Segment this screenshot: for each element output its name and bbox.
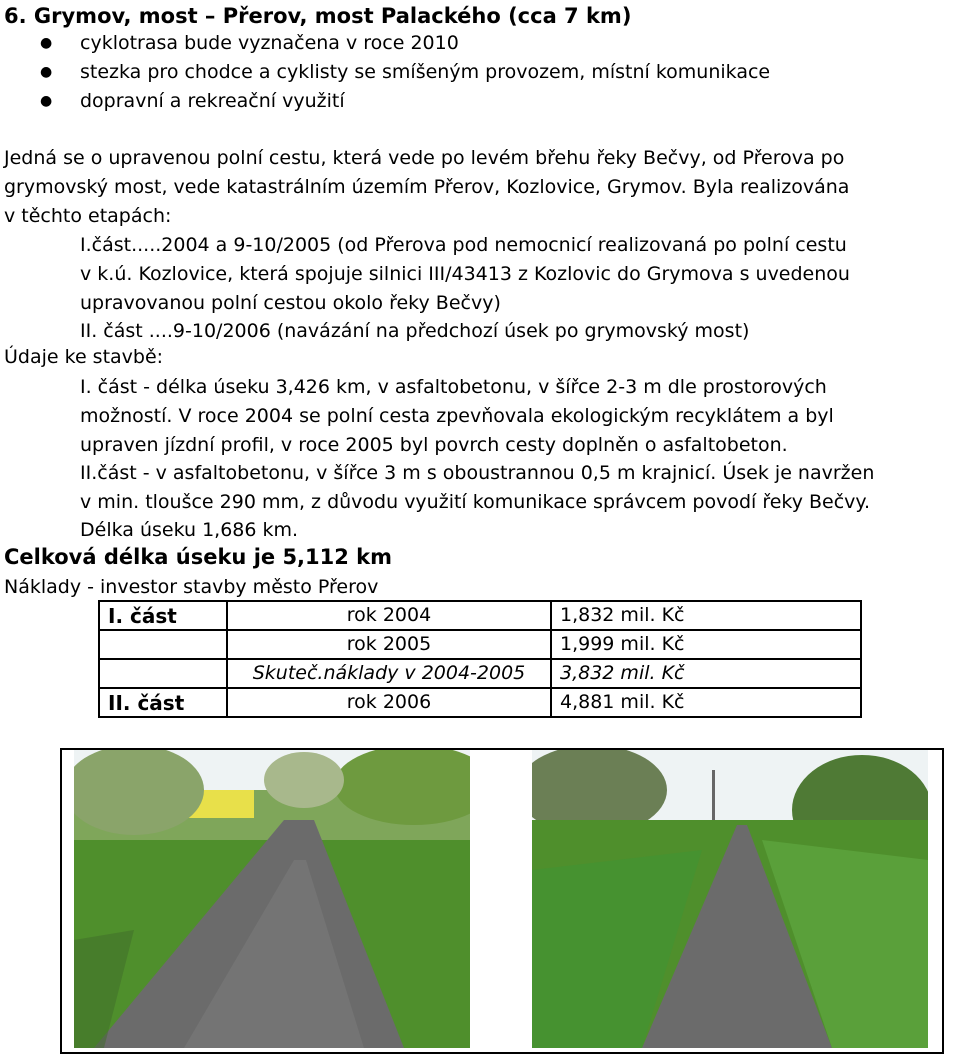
table-row	[99, 688, 861, 717]
intro-line: v těchto etapách:	[4, 205, 172, 227]
photo-frame	[60, 748, 944, 1054]
intro-line: Jedná se o upravenou polní cestu, která vede po levém břehu řeky Bečvy, od Přerova po	[4, 147, 845, 169]
table-cell-period: rok 2005	[227, 630, 551, 659]
path-photo-right	[532, 750, 928, 1048]
bullet-dot: ●	[40, 35, 53, 51]
table-cell-amount: 3,832 mil. Kč	[551, 659, 861, 688]
costs-intro: Náklady - investor stavby město Přerov	[4, 576, 379, 598]
table-cell-amount: 4,881 mil. Kč	[551, 688, 861, 717]
path-photo-left	[74, 750, 470, 1048]
table-cell-part	[99, 659, 227, 688]
table-cell-part: I. část	[99, 601, 227, 630]
bullet-item: cyklotrasa bude vyznačena v roce 2010	[80, 32, 459, 54]
table-cell-part: II. část	[99, 688, 227, 717]
table-cell-period: Skuteč.náklady v 2004-2005	[227, 659, 551, 688]
section-heading: 6. Grymov, most – Přerov, most Palackého (cca 7 km)	[4, 4, 632, 28]
table-cell-part	[99, 630, 227, 659]
table-cell-amount: 1,832 mil. Kč	[551, 601, 861, 630]
stage-line: v k.ú. Kozlovice, která spojuje silnici III/43413 z Kozlovic do Grymova s uvedenou	[80, 263, 850, 285]
details-line: I. část - délka úseku 3,426 km, v asfaltobetonu, v šířce 2-3 m dle prostorových	[80, 376, 827, 398]
table-row	[99, 630, 861, 659]
stage-line: II. část ....9-10/2006 (navázání na předchozí úsek po grymovský most)	[80, 320, 750, 342]
table-row	[99, 601, 861, 630]
details-line: Délka úseku 1,686 km.	[80, 519, 299, 541]
details-line: v min. tloušce 290 mm, z důvodu využití komunikace správcem povodí řeky Bečvy.	[80, 491, 871, 513]
bullet-dot: ●	[40, 93, 53, 109]
total-length: Celková délka úseku je 5,112 km	[4, 545, 393, 569]
table-row	[99, 659, 861, 688]
details-line: možností. V roce 2004 se polní cesta zpevňovala ekologickým recyklátem a byl	[80, 405, 834, 427]
details-line: upraven jízdní profil, v roce 2005 byl povrch cesty doplněn o asfaltobeton.	[80, 434, 788, 456]
details-line: II.část - v asfaltobetonu, v šířce 3 m s oboustrannou 0,5 m krajnicí. Úsek je navržen	[80, 462, 875, 484]
intro-line: grymovský most, vede katastrálním územím Přerov, Kozlovice, Grymov. Byla realizována	[4, 176, 850, 198]
bullet-dot: ●	[40, 64, 53, 80]
stage-line: upravovanou polní cestou okolo řeky Bečvy)	[80, 292, 501, 314]
details-heading: Údaje ke stavbě:	[4, 346, 164, 368]
bullet-item: dopravní a rekreační využití	[80, 90, 345, 112]
table-cell-amount: 1,999 mil. Kč	[551, 630, 861, 659]
table-cell-period: rok 2004	[227, 601, 551, 630]
stage-line: I.část.....2004 a 9-10/2005 (od Přerova pod nemocnicí realizovaná po polní cestu	[80, 234, 847, 256]
costs-table	[98, 600, 862, 718]
bullet-item: stezka pro chodce a cyklisty se smíšeným provozem, místní komunikace	[80, 61, 771, 83]
table-cell-period: rok 2006	[227, 688, 551, 717]
